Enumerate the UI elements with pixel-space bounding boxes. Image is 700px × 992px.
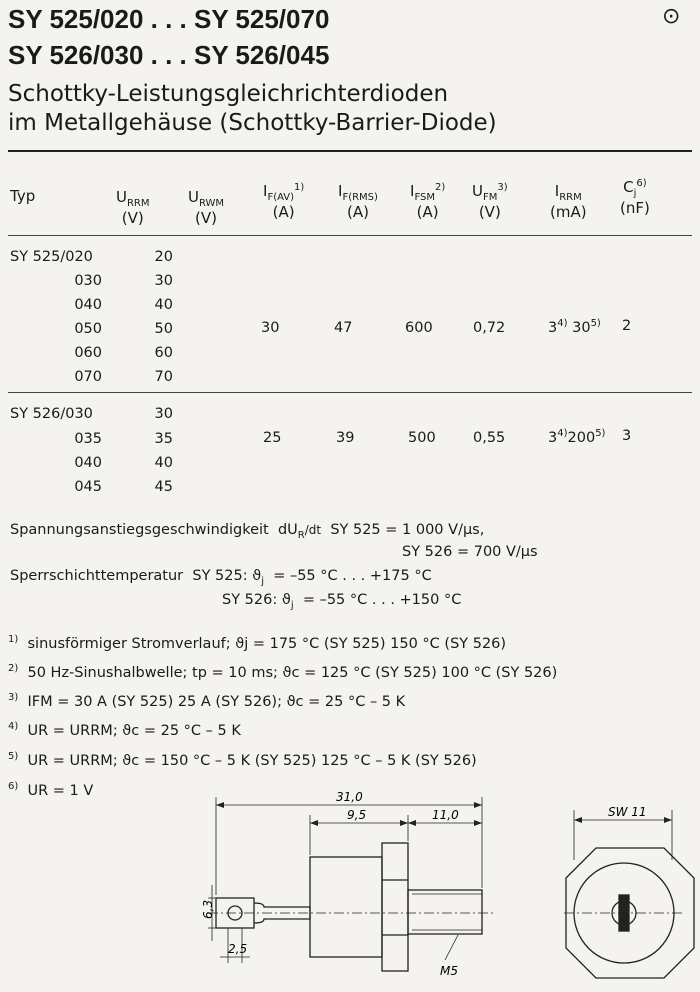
table-rule-mid: [8, 392, 692, 393]
col-ifsm: $I_{FSM}^{2)}$ (A): [410, 182, 446, 221]
page-mark-icon: ⊙: [662, 4, 681, 29]
table-cell: 60: [154, 345, 173, 361]
dudt-spec-526: SY 526 = 700 V/µs: [402, 544, 538, 560]
hex-flange: [382, 843, 408, 971]
hex-size-label: SW 11: [608, 805, 647, 819]
table-cell: 39: [336, 430, 355, 446]
table-cell: 25: [263, 430, 282, 446]
col-urrm: $U_{RRM}$ (V): [116, 188, 150, 227]
table-cell: 20: [154, 249, 173, 265]
table-cell: 045: [74, 479, 102, 495]
table-cell: 2: [622, 318, 632, 334]
dim-body-label: 9,5: [347, 808, 367, 822]
footnote: $^{1)}$ sinusförmiger Stromverlauf; ϑj = 175 °C (SY 525) 150 °C (SY 526): [8, 634, 507, 652]
footnote: $^{3)}$ IFM = 30 A (SY 525) 25 A (SY 526); ϑc = 25 °C – 5 K: [8, 692, 406, 710]
footnote: $^{5)}$ UR = URRM; ϑc = 150 °C – 5 K (SY 525) 125 °C – 5 K (SY 526): [8, 751, 477, 769]
table-cell: 050: [74, 321, 102, 337]
temp-spec-526: SY 526: $ϑ_j = -55$ °C . . . +150 °C: [222, 592, 462, 611]
table-cell: 45: [154, 479, 173, 495]
table-cell: 060: [74, 345, 102, 361]
footnote: $^{6)}$ UR = 1 V: [8, 781, 94, 799]
table-cell: 47: [334, 320, 353, 336]
col-urwm: $U_{RWM}$ (V): [188, 188, 225, 227]
table-cell: 030: [74, 273, 102, 289]
table-cell: 40: [154, 455, 173, 471]
thread-label: M5: [440, 964, 458, 978]
table-cell: 40: [154, 297, 173, 313]
dim-hole-label: 2,5: [228, 942, 248, 956]
col-irrm: $I_{RRM}$ (mA): [550, 182, 587, 221]
table-cell: 500: [408, 430, 436, 446]
subtitle-line-2: im Metallgehäuse (Schottky-Barrier-Diode): [8, 110, 497, 136]
side-view-drawing: [150, 785, 510, 985]
col-cj: $C_j^{6)}$ (nF): [620, 178, 650, 217]
col-ufm: $U_{FM}^{3)}$ (V): [472, 182, 508, 221]
footnote: $^{4)}$ UR = URRM; ϑc = 25 °C – 5 K: [8, 721, 241, 739]
table-cell: 600: [405, 320, 433, 336]
table-cell: 040: [74, 455, 102, 471]
table-cell: 30: [154, 273, 173, 289]
table-cell: 0,72: [473, 320, 506, 336]
table-cell: 3$^{4)}$200$^{5)}$: [548, 428, 606, 446]
thread-stud: [408, 890, 482, 934]
subtitle-line-1: Schottky-Leistungsgleichrichterdioden: [8, 81, 449, 107]
table-cell: 35: [154, 431, 173, 447]
dudt-spec: Spannungsanstiegsgeschwindigkeit $dU_R/dt$ SY 525 = 1 000 V/µs,: [10, 522, 485, 541]
table-cell: SY 525/020: [10, 249, 93, 265]
table-cell: 070: [74, 369, 102, 385]
footnote: $^{2)}$ 50 Hz-Sinushalbwelle; tp = 10 ms; ϑc = 125 °C (SY 525) 100 °C (SY 526): [8, 663, 558, 681]
dim-thread-label: 11,0: [432, 808, 459, 822]
table-cell: 30: [261, 320, 280, 336]
col-typ: Typ: [10, 187, 36, 205]
body-housing: [310, 857, 382, 957]
table-cell: 50: [154, 321, 173, 337]
dim-total-label: 31,0: [336, 790, 363, 804]
table-cell: 0,55: [473, 430, 506, 446]
dim-height-label: 6,3: [201, 899, 215, 919]
title-line-1: SY 525/020 . . . SY 525/070: [8, 4, 330, 34]
table-cell: 3: [622, 428, 632, 444]
table-cell: 035: [74, 431, 102, 447]
end-view-drawing: [560, 800, 700, 992]
table-cell: 040: [74, 297, 102, 313]
table-cell: 70: [154, 369, 173, 385]
table-rule-top: [8, 235, 692, 236]
temp-spec: Sperrschichttemperatur SY 525: $ϑ_j = -55$ °C . . . +175 °C: [10, 568, 432, 587]
table-cell: SY 526/030: [10, 406, 93, 422]
title-line-2: SY 526/030 . . . SY 526/045: [8, 40, 330, 70]
header-rule: [8, 150, 692, 152]
col-ifrms: $I_{F(RMS)}$ (A): [338, 182, 378, 221]
col-ifav: $I_{F(AV)}^{1)}$ (A): [263, 182, 305, 221]
table-cell: 30: [154, 406, 173, 422]
table-cell: 3$^{4)}$ 30$^{5)}$: [548, 318, 601, 336]
